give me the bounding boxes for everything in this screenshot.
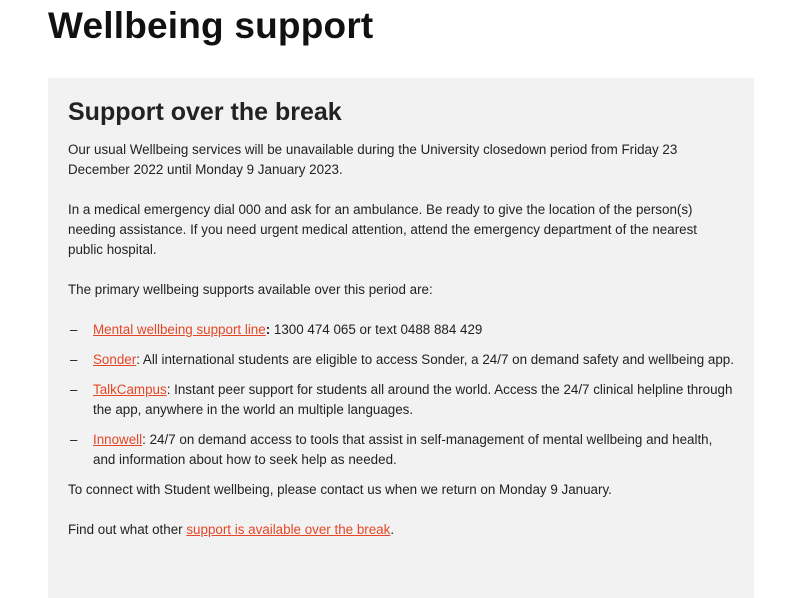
item-separator: : bbox=[136, 352, 140, 367]
panel-heading: Support over the break bbox=[68, 98, 342, 126]
emergency-paragraph: In a medical emergency dial 000 and ask for an ambulance. Be ready to give the location of the person(s) needing assistance. If you need urgent medical attention, attend the emergency department of the nearest public hospital. bbox=[68, 202, 698, 257]
list-item-talkcampus bbox=[68, 380, 734, 420]
find-out-prefix: Find out what other bbox=[68, 522, 187, 537]
mental-wellbeing-support-line-link[interactable]: Mental wellbeing support line bbox=[93, 322, 266, 337]
dash-bullet: – bbox=[70, 382, 78, 397]
dash-bullet: – bbox=[70, 432, 78, 447]
page-title: Wellbeing support bbox=[48, 5, 374, 46]
item-text: Instant peer support for students all around the world. Access the 24/7 clinical helpline through the app, anywhere in the world an multiple languages. bbox=[93, 382, 733, 417]
support-over-break-link[interactable]: support is available over the break bbox=[186, 522, 391, 537]
list-item-mental-wellbeing-line bbox=[68, 320, 734, 340]
innowell-link[interactable]: Innowell bbox=[93, 432, 143, 447]
item-text: 1300 474 065 or text 0488 884 429 bbox=[270, 322, 483, 337]
item-separator: : bbox=[265, 322, 271, 337]
list-item-innowell bbox=[68, 430, 734, 470]
item-separator: : bbox=[166, 382, 171, 397]
talkcampus-link[interactable]: TalkCampus bbox=[93, 382, 167, 397]
intro-paragraph: Our usual Wellbeing services will be unavailable during the University closedown period from Friday 23 December 2022 until Monday 9 January 2023. bbox=[68, 142, 678, 177]
connect-paragraph: To connect with Student wellbeing, please contact us when we return on Monday 9 January. bbox=[68, 482, 612, 497]
find-out-paragraph bbox=[68, 520, 734, 540]
dash-bullet: – bbox=[70, 322, 78, 337]
item-text: All international students are eligible to access Sonder, a 24/7 on demand safety and wellbeing app. bbox=[139, 352, 734, 367]
supports-intro: The primary wellbeing supports available over this period are: bbox=[68, 282, 433, 297]
dash-bullet: – bbox=[70, 352, 78, 367]
find-out-suffix: . bbox=[390, 522, 395, 537]
sonder-link[interactable]: Sonder bbox=[93, 352, 137, 367]
support-panel bbox=[48, 78, 754, 598]
list-item-sonder bbox=[68, 350, 734, 370]
item-text: 24/7 on demand access to tools that assist in self-management of mental wellbeing and health, and information about how to seek help as needed. bbox=[93, 432, 713, 467]
supports-list bbox=[68, 320, 734, 470]
item-separator: : bbox=[142, 432, 146, 447]
